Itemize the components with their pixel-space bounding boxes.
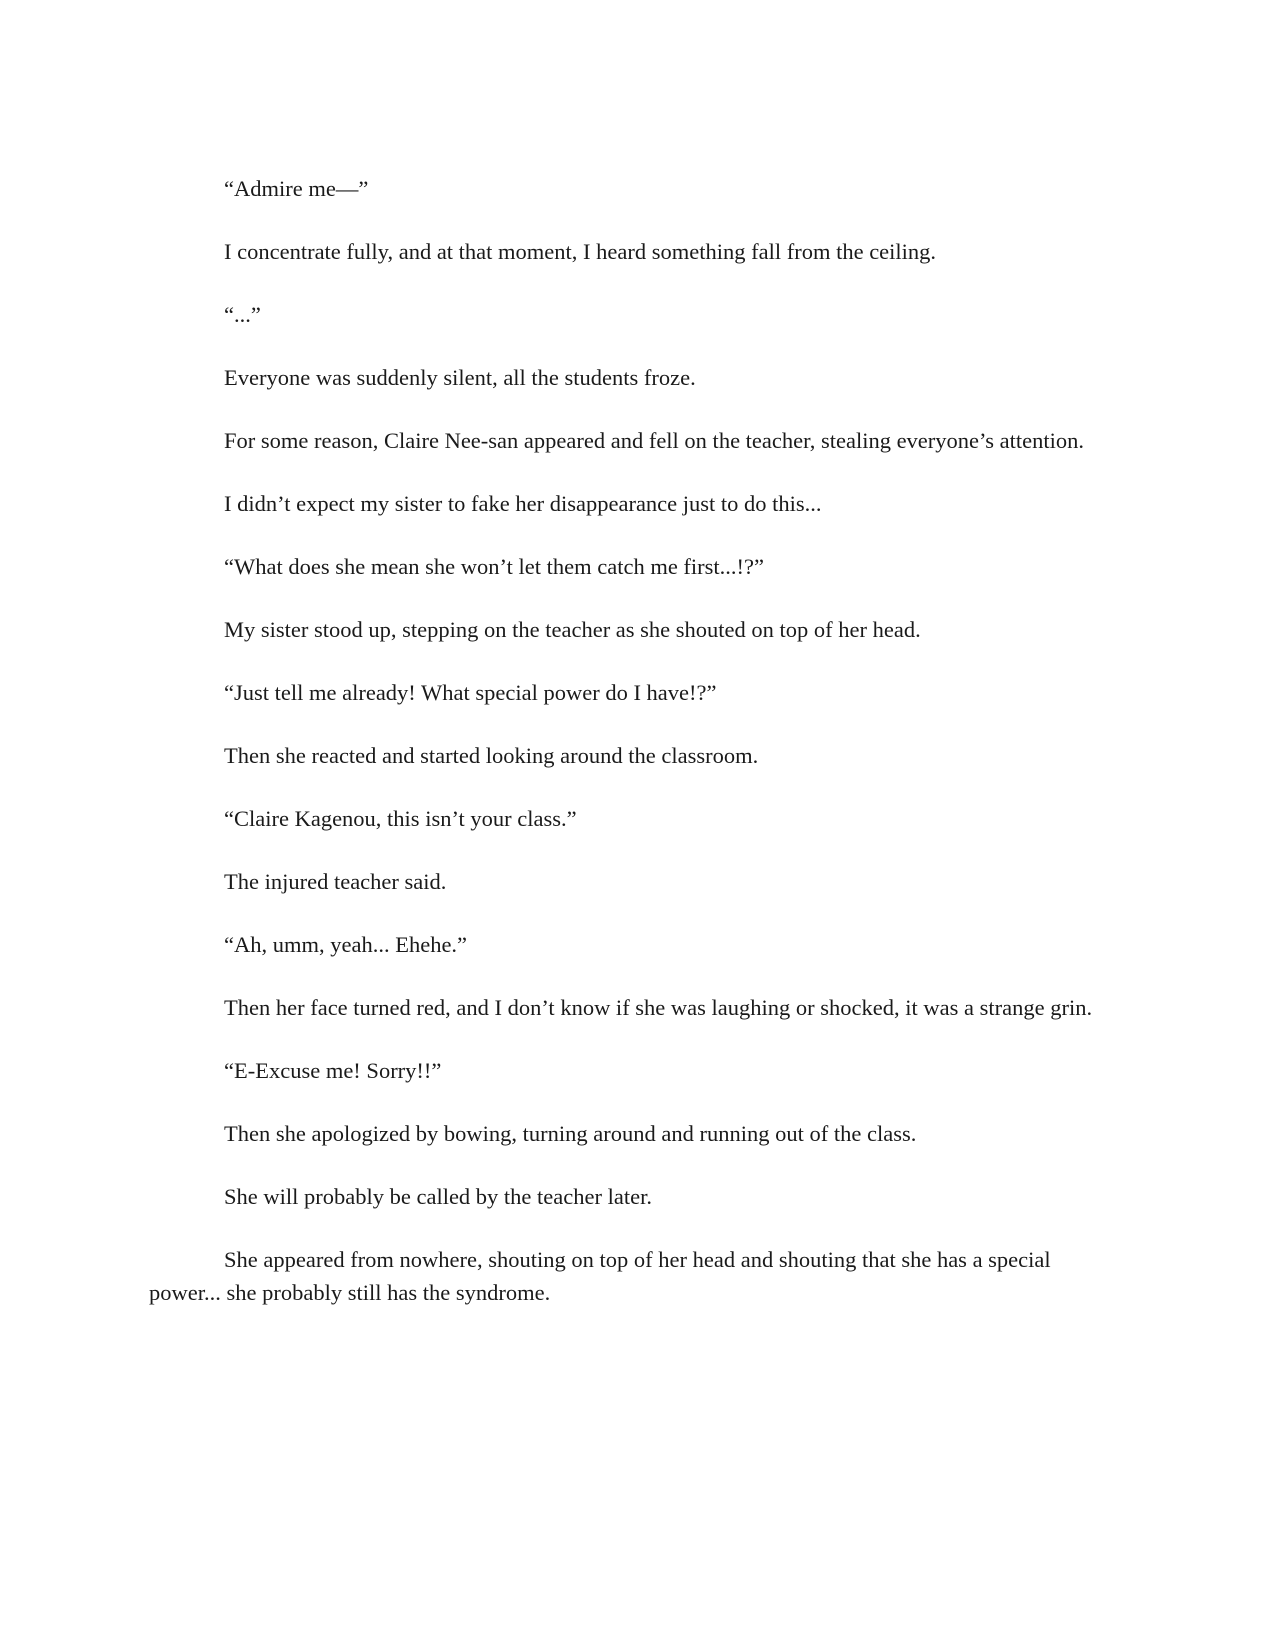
paragraph: “What does she mean she won’t let them catch me first...!?” [224, 554, 765, 579]
paragraph: Everyone was suddenly silent, all the students froze. [224, 365, 696, 390]
paragraph: “Admire me—” [224, 176, 369, 201]
paragraph: “Claire Kagenou, this isn’t your class.” [224, 806, 577, 831]
paragraph: Then her face turned red, and I don’t know if she was laughing or shocked, it was a strange grin. [224, 995, 1093, 1020]
paragraph: Then she reacted and started looking around the classroom. [224, 743, 759, 768]
paragraph: She appeared from nowhere, shouting on top of her head and shouting that she has a special power... she probably still has the syndrome. [149, 1247, 1051, 1305]
paragraph: The injured teacher said. [224, 869, 447, 894]
paragraph: My sister stood up, stepping on the teacher as she shouted on top of her head. [224, 617, 921, 642]
paragraph: “Ah, umm, yeah... Ehehe.” [224, 932, 468, 957]
paragraph: I concentrate fully, and at that moment, I heard something fall from the ceiling. [224, 239, 937, 264]
paragraph: For some reason, Claire Nee-san appeared and fell on the teacher, stealing everyone’s attention. [224, 428, 1085, 453]
document-body [149, 172, 1094, 1339]
paragraph: I didn’t expect my sister to fake her disappearance just to do this... [224, 491, 822, 516]
paragraph: “E-Excuse me! Sorry!!” [224, 1058, 442, 1083]
paragraph: “Just tell me already! What special power do I have!?” [224, 680, 717, 705]
paragraph: She will probably be called by the teacher later. [224, 1184, 652, 1209]
paragraph: “...” [224, 302, 261, 327]
paragraph: Then she apologized by bowing, turning around and running out of the class. [224, 1121, 917, 1146]
